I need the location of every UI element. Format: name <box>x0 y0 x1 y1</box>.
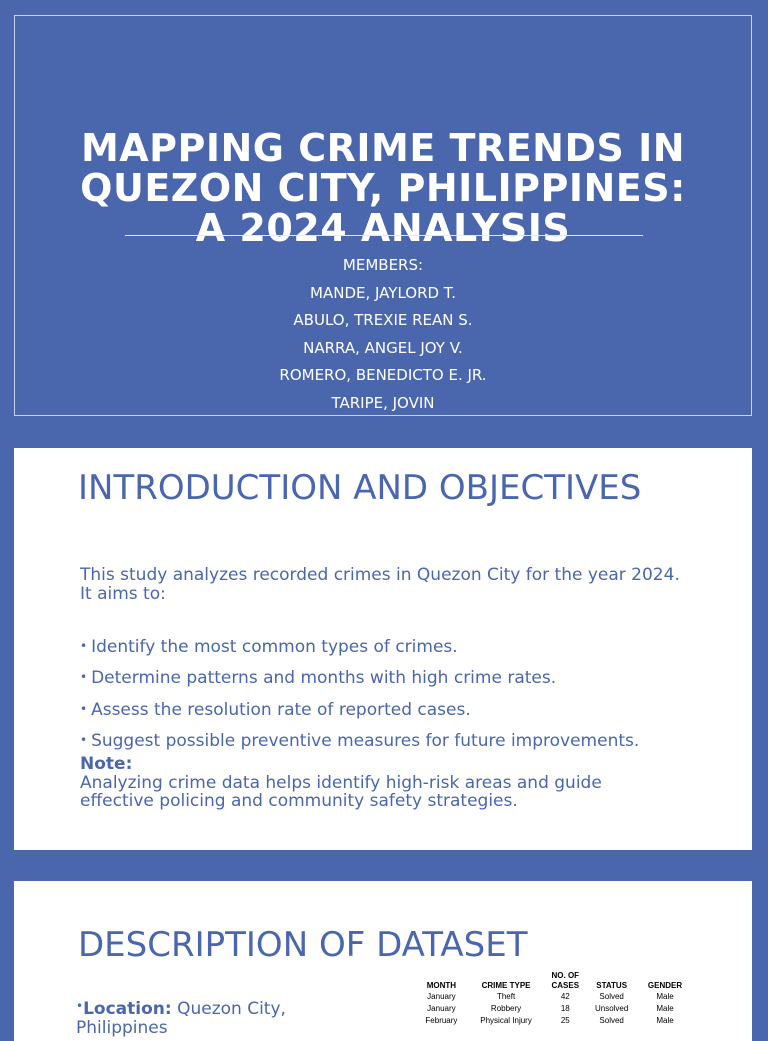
column-header: CRIME TYPE <box>481 981 531 990</box>
bullet-icon: • <box>80 701 88 716</box>
table-cell: Solved <box>599 992 624 1001</box>
members-heading: MEMBERS: <box>342 256 424 274</box>
bullet-icon: • <box>80 639 88 653</box>
objective-item <box>80 694 720 725</box>
table-cell: February <box>425 1016 458 1025</box>
table-cell: Male <box>656 992 674 1001</box>
introduction-slide <box>14 448 752 850</box>
table-row <box>416 991 692 1003</box>
member-name: MANDE, JAYLORD T. <box>310 283 456 302</box>
members-list <box>15 252 751 418</box>
objective-item <box>80 631 720 662</box>
bullet-icon: • <box>76 999 84 1013</box>
dataset-heading: DESCRIPTION OF DATASET <box>78 925 528 965</box>
location-item <box>76 997 376 1038</box>
table-cell: Male <box>656 1016 674 1025</box>
column-header: MONTH <box>426 981 457 990</box>
dataset-slide <box>14 881 752 1041</box>
member-name: ROMERO, BENEDICTO E. JR. <box>279 366 487 385</box>
title-slide <box>14 15 752 416</box>
dataset-table <box>416 971 692 1027</box>
title-line: A 2024 ANALYSIS <box>195 206 571 250</box>
table-cell: Physical Injury <box>480 1016 532 1025</box>
objective-text: Determine patterns and months with high crime rates. <box>91 668 557 689</box>
column-header: STATUS <box>596 981 628 990</box>
table-cell: Robbery <box>490 1004 522 1013</box>
note-text: Analyzing crime data helps identify high-risk areas and guide effective policing and community safety strategies. <box>80 772 602 811</box>
introduction-heading: INTRODUCTION AND OBJECTIVES <box>78 468 642 508</box>
title-divider <box>125 235 643 236</box>
location-label: Location: <box>83 999 172 1019</box>
member-name: ABULO, TREXIE REAN S. <box>293 311 473 330</box>
objective-item <box>80 725 720 756</box>
table-cell: January <box>427 992 456 1001</box>
member-name: TARIPE, JOVIN <box>331 393 435 412</box>
table-cell: 25 <box>560 1016 570 1025</box>
table-row <box>416 1015 692 1027</box>
objectives-list <box>80 631 720 756</box>
table-header-row <box>416 971 692 991</box>
title-line: MAPPING CRIME TRENDS IN <box>80 126 686 170</box>
objective-text: Suggest possible preventive measures for future improvements. <box>91 730 640 751</box>
note-block <box>80 755 680 811</box>
table-cell: Male <box>656 1004 674 1013</box>
table-cell: Theft <box>496 992 516 1001</box>
location-value: Quezon City, Philippines <box>76 999 286 1038</box>
column-header: NO. OF CASES <box>551 971 580 990</box>
table-cell: January <box>427 1004 456 1013</box>
note-label: Note: <box>80 754 133 774</box>
member-name: NARRA, ANGEL JOY V. <box>303 338 463 357</box>
bullet-icon: • <box>80 732 88 747</box>
table-cell: Unsolved <box>594 1004 629 1013</box>
presentation-title <box>15 128 751 248</box>
column-header: GENDER <box>647 981 683 990</box>
table-cell: 18 <box>560 1004 570 1013</box>
introduction-text <box>80 566 680 603</box>
intro-line: This study analyzes recorded crimes in Quezon City for the year 2024. <box>80 565 680 585</box>
objective-text: Assess the resolution rate of reported cases. <box>91 699 471 720</box>
table-row <box>416 1003 692 1015</box>
objective-item <box>80 662 720 693</box>
objective-text: Identify the most common types of crimes. <box>91 637 458 657</box>
intro-line: It aims to: <box>80 583 166 604</box>
table-cell: Solved <box>599 1016 624 1025</box>
bullet-icon: • <box>80 670 88 685</box>
title-line: QUEZON CITY, PHILIPPINES: <box>80 166 686 210</box>
table-cell: 42 <box>560 992 570 1001</box>
